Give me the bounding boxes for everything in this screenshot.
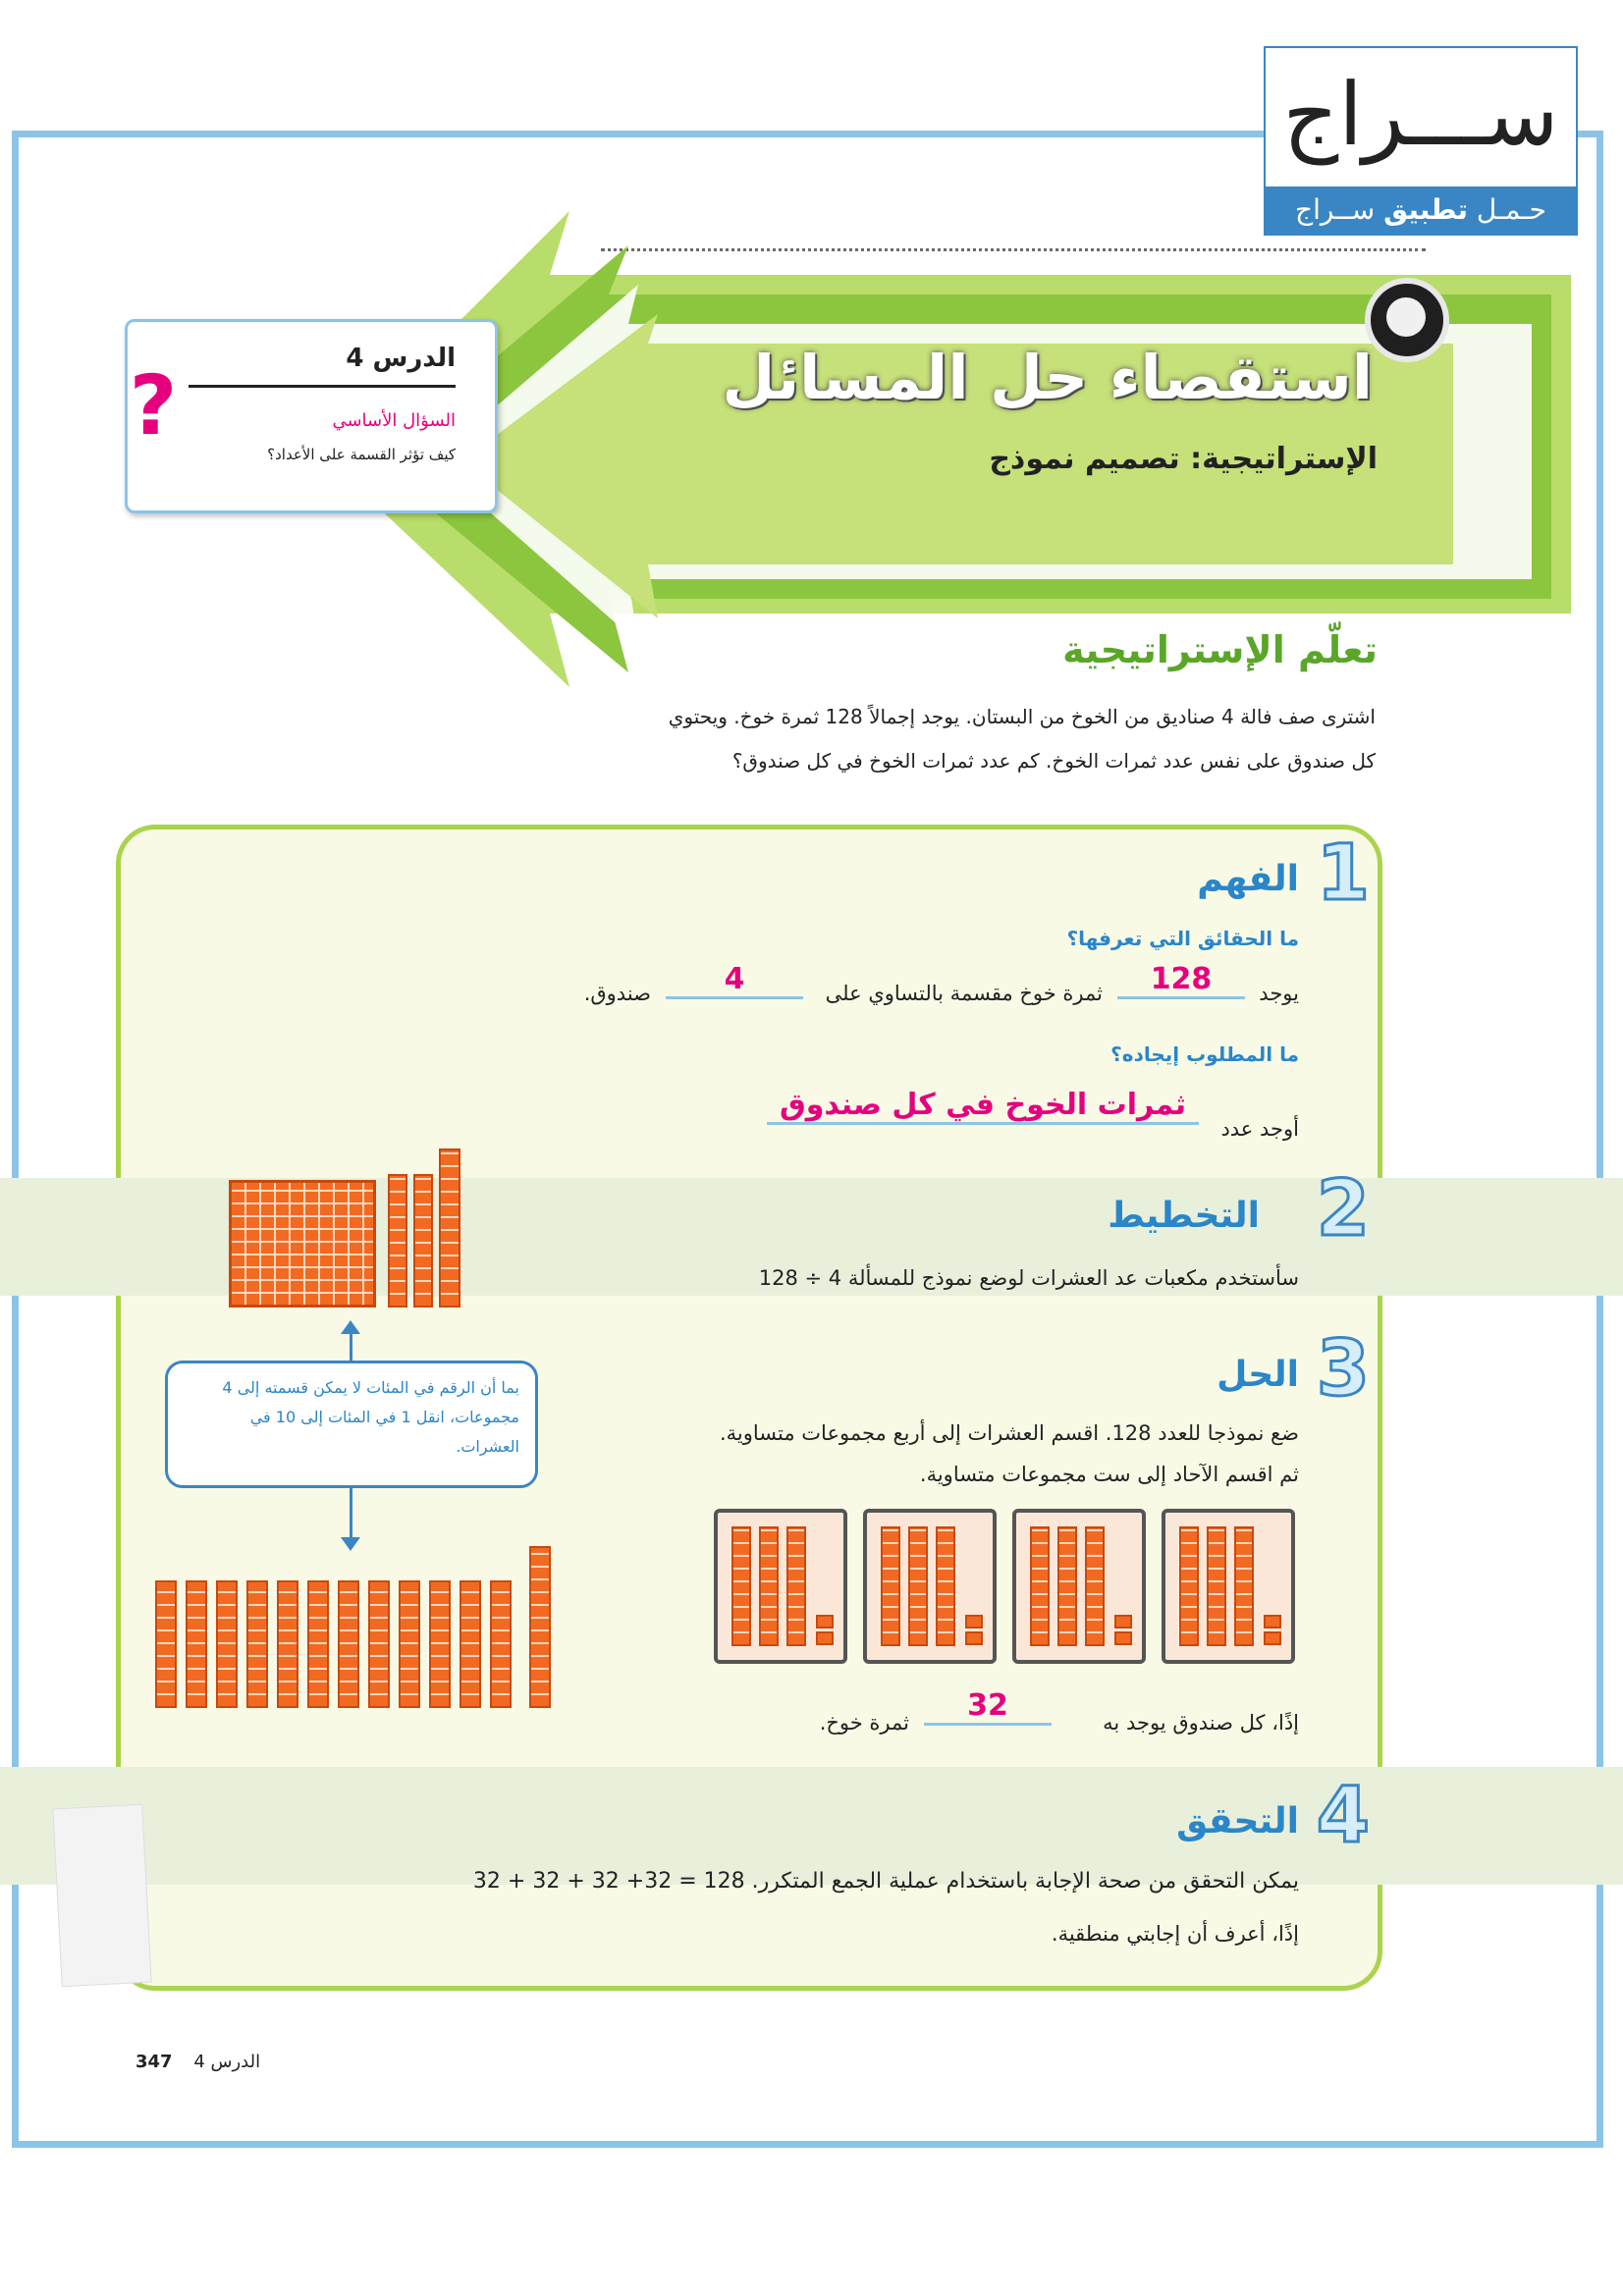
arrow-down-icon bbox=[341, 1537, 360, 1551]
ten-rod bbox=[307, 1580, 329, 1708]
step2-title: التخطيط bbox=[1108, 1196, 1260, 1236]
intro-text: اشترى صف فالة 4 صناديق من الخوخ من البستان. يوجد إجمالاً 128 ثمرة خوخ. ويحتوي كل صندوق على نفس عدد ثمرات الخوخ. كم عدد ثمرات الخوخ في كل صندوق؟ bbox=[668, 705, 1376, 773]
known-boxes: 4 bbox=[666, 962, 803, 999]
find-prefix: أوجد عدد bbox=[1220, 1117, 1299, 1141]
step1-number: 1 bbox=[1316, 829, 1370, 918]
known-prefix: يوجد bbox=[1259, 982, 1299, 1005]
ten-rod bbox=[429, 1580, 451, 1708]
connector-line bbox=[350, 1333, 352, 1361]
essential-question: كيف تؤثر القسمة على الأعداد؟ bbox=[267, 446, 456, 463]
ten-rod bbox=[759, 1526, 779, 1646]
one-cube bbox=[816, 1631, 834, 1645]
ones-column bbox=[439, 1148, 460, 1308]
ten-rod bbox=[338, 1580, 359, 1708]
one-cube bbox=[816, 1615, 834, 1629]
ten-rod bbox=[399, 1580, 420, 1708]
step4-number: 4 bbox=[1316, 1772, 1370, 1860]
step4-line1: يمكن التحقق من صحة الإجابة باستخدام عملية الجمع المتكرر. 128 = 32+ 32 + 32 + 32 bbox=[472, 1869, 1299, 1894]
ten-rod bbox=[1085, 1526, 1105, 1646]
ten-rod bbox=[1030, 1526, 1050, 1646]
footer-lesson: الدرس 4 bbox=[193, 2052, 261, 2072]
ten-rod bbox=[881, 1526, 900, 1646]
one-cube bbox=[1264, 1631, 1281, 1645]
ten-rod bbox=[1234, 1526, 1254, 1646]
question-mark-icon: ? bbox=[129, 357, 178, 454]
known-middle: ثمرة خوخ مقسمة بالتساوي على bbox=[825, 982, 1103, 1005]
one-cube bbox=[1114, 1631, 1132, 1645]
page-number: 347 bbox=[135, 2052, 173, 2072]
connector-line bbox=[350, 1488, 352, 1537]
find-answer: ثمرات الخوخ في كل صندوق bbox=[767, 1088, 1199, 1125]
ten-rod bbox=[786, 1526, 806, 1646]
ten-rod bbox=[731, 1526, 751, 1646]
ten-rod bbox=[460, 1580, 481, 1708]
arrow-up-icon bbox=[341, 1320, 360, 1334]
step1-find-question: ما المطلوب إيجاده؟ bbox=[1110, 1042, 1299, 1066]
one-cube bbox=[965, 1631, 983, 1645]
ten-rod bbox=[277, 1580, 298, 1708]
check-band bbox=[0, 1767, 1623, 1885]
logo-tagline: حـمـل تطبيق ســراج bbox=[1266, 187, 1576, 234]
ten-rod bbox=[246, 1580, 268, 1708]
essential-label: السؤال الأساسي bbox=[332, 410, 456, 431]
step4-line2: إذًا، أعرف أن إجابتي منطقية. bbox=[1051, 1922, 1299, 1946]
step2-text: سأستخدم مكعبات عد العشرات لوضع نموذج للمسألة 4 ÷ 128 bbox=[758, 1266, 1299, 1290]
step3-title: الحل bbox=[1217, 1355, 1299, 1395]
step2-number: 2 bbox=[1316, 1165, 1370, 1254]
ten-rod bbox=[908, 1526, 928, 1646]
ten-rod bbox=[368, 1580, 390, 1708]
logo-word: ســـراج bbox=[1282, 64, 1559, 165]
step3-line1: ضع نموذجا للعدد 128. اقسم العشرات إلى أربع مجموعات متساوية. bbox=[719, 1421, 1299, 1445]
ten-rod bbox=[936, 1526, 955, 1646]
one-cube bbox=[965, 1615, 983, 1629]
step1-known-question: ما الحقائق التي تعرفها؟ bbox=[1066, 927, 1299, 950]
page-footer bbox=[135, 2052, 260, 2072]
strategy-subtitle: الإستراتيجية: تصميم نموذج bbox=[989, 442, 1378, 476]
step3-number: 3 bbox=[1316, 1325, 1370, 1414]
learn-heading: تعلّم الإستراتيجية bbox=[1062, 628, 1378, 671]
result-prefix: إذًا، كل صندوق يوجد به bbox=[1103, 1711, 1299, 1735]
page-title: استقصاء حل المسائل bbox=[722, 342, 1373, 413]
globe-icon bbox=[1365, 278, 1449, 362]
one-cube bbox=[1114, 1615, 1132, 1629]
one-cube bbox=[1264, 1615, 1281, 1629]
ones-column bbox=[529, 1546, 551, 1708]
step3-line2: ثم اقسم الآحاد إلى ست مجموعات متساوية. bbox=[919, 1463, 1299, 1486]
known-total: 128 bbox=[1117, 962, 1245, 999]
ten-rod bbox=[1057, 1526, 1077, 1646]
step4-title: التحقق bbox=[1176, 1801, 1299, 1842]
ten-rod bbox=[413, 1174, 433, 1308]
paper-sticker bbox=[52, 1804, 151, 1988]
lesson-divider bbox=[189, 385, 456, 388]
ten-rod bbox=[186, 1580, 207, 1708]
known-suffix: صندوق. bbox=[583, 982, 651, 1005]
hundred-flat bbox=[229, 1180, 376, 1308]
ten-rod bbox=[216, 1580, 238, 1708]
result-answer: 32 bbox=[924, 1688, 1052, 1726]
callout-note: بما أن الرقم في المئات لا يمكن قسمته إلى 4 مجموعات، انقل 1 في المئات إلى 10 في العشرات. bbox=[165, 1361, 538, 1488]
side-copyright bbox=[1455, 1512, 1479, 1944]
result-suffix: ثمرة خوخ. bbox=[819, 1711, 909, 1735]
ten-rod bbox=[388, 1174, 407, 1308]
lesson-card bbox=[125, 319, 498, 513]
ten-rod bbox=[1179, 1526, 1199, 1646]
ten-rod bbox=[155, 1580, 177, 1708]
ten-rod bbox=[1207, 1526, 1226, 1646]
step1-title: الفهم bbox=[1197, 859, 1299, 899]
lesson-title: الدرس 4 bbox=[346, 344, 456, 373]
ten-rod bbox=[490, 1580, 512, 1708]
